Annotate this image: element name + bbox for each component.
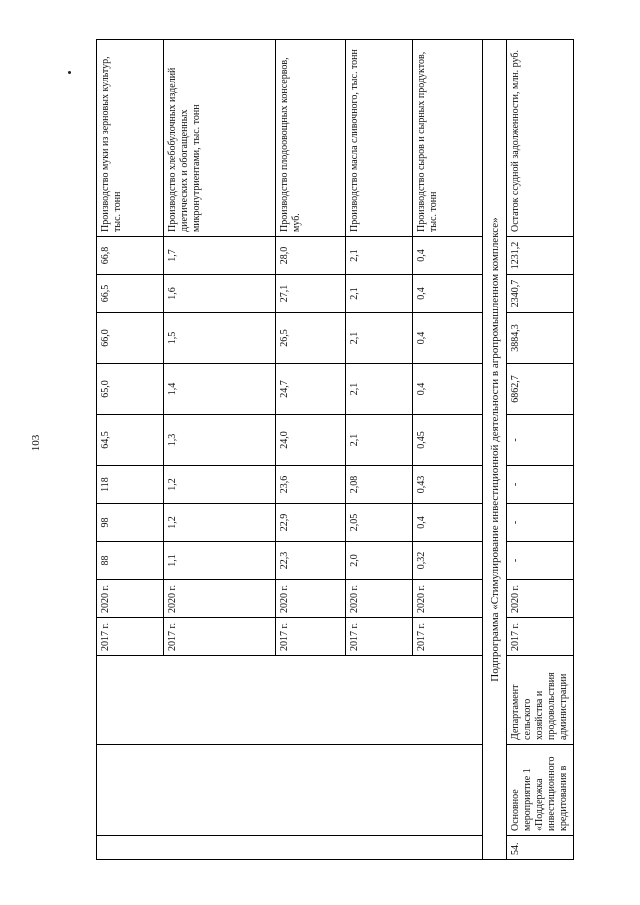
value-cell: 3884,3: [507, 313, 574, 364]
value-cell: 22,3: [276, 542, 346, 580]
table-row: [507, 40, 574, 860]
indicator-name: Остаток ссудной задолженности, млн. руб.: [507, 40, 574, 237]
value-cell: 118: [97, 466, 164, 504]
cell-num-empty: [97, 836, 164, 860]
cell-executor-empty: [346, 656, 413, 745]
cell-executor-empty: [97, 656, 164, 745]
value-cell: 1231,2: [507, 237, 574, 275]
cell-measure-empty: [346, 745, 413, 836]
value-cell: -: [507, 415, 574, 466]
cell-measure-empty: [413, 745, 483, 836]
value-cell: 2,05: [346, 504, 413, 542]
year-start: 2017 г.: [164, 618, 276, 656]
value-cell: 24,7: [276, 364, 346, 415]
value-cell: 24,0: [276, 415, 346, 466]
year-end: 2020 г.: [346, 580, 413, 618]
value-cell: 2,1: [346, 237, 413, 275]
scan-speck: [68, 71, 71, 74]
indicator-name: Производство сыров и сырных продуктов, тыс. тонн: [413, 40, 483, 237]
cell-num-empty: [164, 836, 276, 860]
value-cell: -: [507, 504, 574, 542]
value-cell: 0,43: [413, 466, 483, 504]
year-end: 2020 г.: [507, 580, 574, 618]
value-cell: 2,1: [346, 313, 413, 364]
value-cell: 2,1: [346, 415, 413, 466]
indicator-name: Производство хлебобулочных изделий диетических и обогащенных микронутриентами, тыс. тонн: [164, 40, 276, 237]
indicators-table: [96, 39, 574, 860]
table-row: [164, 40, 276, 860]
value-cell: 2,0: [346, 542, 413, 580]
cell-measure-empty: [164, 745, 276, 836]
value-cell: 0,4: [413, 364, 483, 415]
cell-executor-empty: [164, 656, 276, 745]
value-cell: 66,5: [97, 275, 164, 313]
measure-name: Основное мероприятие 1 «Поддержка инвестиционного кредитования в: [507, 745, 574, 836]
value-cell: 6862,7: [507, 364, 574, 415]
value-cell: 2340,7: [507, 275, 574, 313]
value-cell: 88: [97, 542, 164, 580]
value-cell: 1,5: [164, 313, 276, 364]
value-cell: 1,7: [164, 237, 276, 275]
value-cell: 0,4: [413, 237, 483, 275]
value-cell: 27,1: [276, 275, 346, 313]
rotated-table-container: [96, 40, 569, 860]
cell-executor-empty: [413, 656, 483, 745]
cell-measure-empty: [276, 745, 346, 836]
indicator-name: Производство плодоовощных консервов, муб.: [276, 40, 346, 237]
year-end: 2020 г.: [413, 580, 483, 618]
table-row: [97, 40, 164, 860]
value-cell: -: [507, 466, 574, 504]
cell-measure-empty: [97, 745, 164, 836]
cell-num-empty: [413, 836, 483, 860]
indicator-name: Производство масла сливочного, тыс. тонн: [346, 40, 413, 237]
value-cell: 0,4: [413, 504, 483, 542]
value-cell: 1,2: [164, 466, 276, 504]
table-row: [346, 40, 413, 860]
value-cell: 65,0: [97, 364, 164, 415]
year-start: 2017 г.: [97, 618, 164, 656]
value-cell: 66,0: [97, 313, 164, 364]
value-cell: 64,5: [97, 415, 164, 466]
year-end: 2020 г.: [164, 580, 276, 618]
value-cell: 1,2: [164, 504, 276, 542]
cell-num-empty: [276, 836, 346, 860]
table-row: [413, 40, 483, 860]
value-cell: 1,1: [164, 542, 276, 580]
cell-executor-empty: [276, 656, 346, 745]
value-cell: 98: [97, 504, 164, 542]
value-cell: 1,3: [164, 415, 276, 466]
value-cell: 2,08: [346, 466, 413, 504]
value-cell: 28,0: [276, 237, 346, 275]
value-cell: 0,4: [413, 275, 483, 313]
value-cell: 0,32: [413, 542, 483, 580]
value-cell: 0,4: [413, 313, 483, 364]
year-start: 2017 г.: [413, 618, 483, 656]
value-cell: 26,5: [276, 313, 346, 364]
value-cell: 66,8: [97, 237, 164, 275]
value-cell: 22,9: [276, 504, 346, 542]
page-number: 103: [30, 434, 42, 452]
table-row: [483, 40, 507, 860]
value-cell: 0,45: [413, 415, 483, 466]
year-start: 2017 г.: [346, 618, 413, 656]
value-cell: 23,6: [276, 466, 346, 504]
row-number: 54.: [507, 836, 574, 860]
table-row: [276, 40, 346, 860]
cell-num-empty: [346, 836, 413, 860]
year-start: 2017 г.: [276, 618, 346, 656]
value-cell: -: [507, 542, 574, 580]
subprogram-heading: Подпрограмма «Стимулирование инвестиционной деятельности в агропромышленном комплексе»: [483, 40, 507, 860]
year-start: 2017 г.: [507, 618, 574, 656]
executor-name: Департамент сельского хозяйства и продовольствия администрации: [507, 656, 574, 745]
value-cell: 1,4: [164, 364, 276, 415]
value-cell: 1,6: [164, 275, 276, 313]
year-end: 2020 г.: [97, 580, 164, 618]
year-end: 2020 г.: [276, 580, 346, 618]
value-cell: 2,1: [346, 275, 413, 313]
value-cell: 2,1: [346, 364, 413, 415]
indicator-name: Производство муки из зерновых культур, тыс. тонн: [97, 40, 164, 237]
